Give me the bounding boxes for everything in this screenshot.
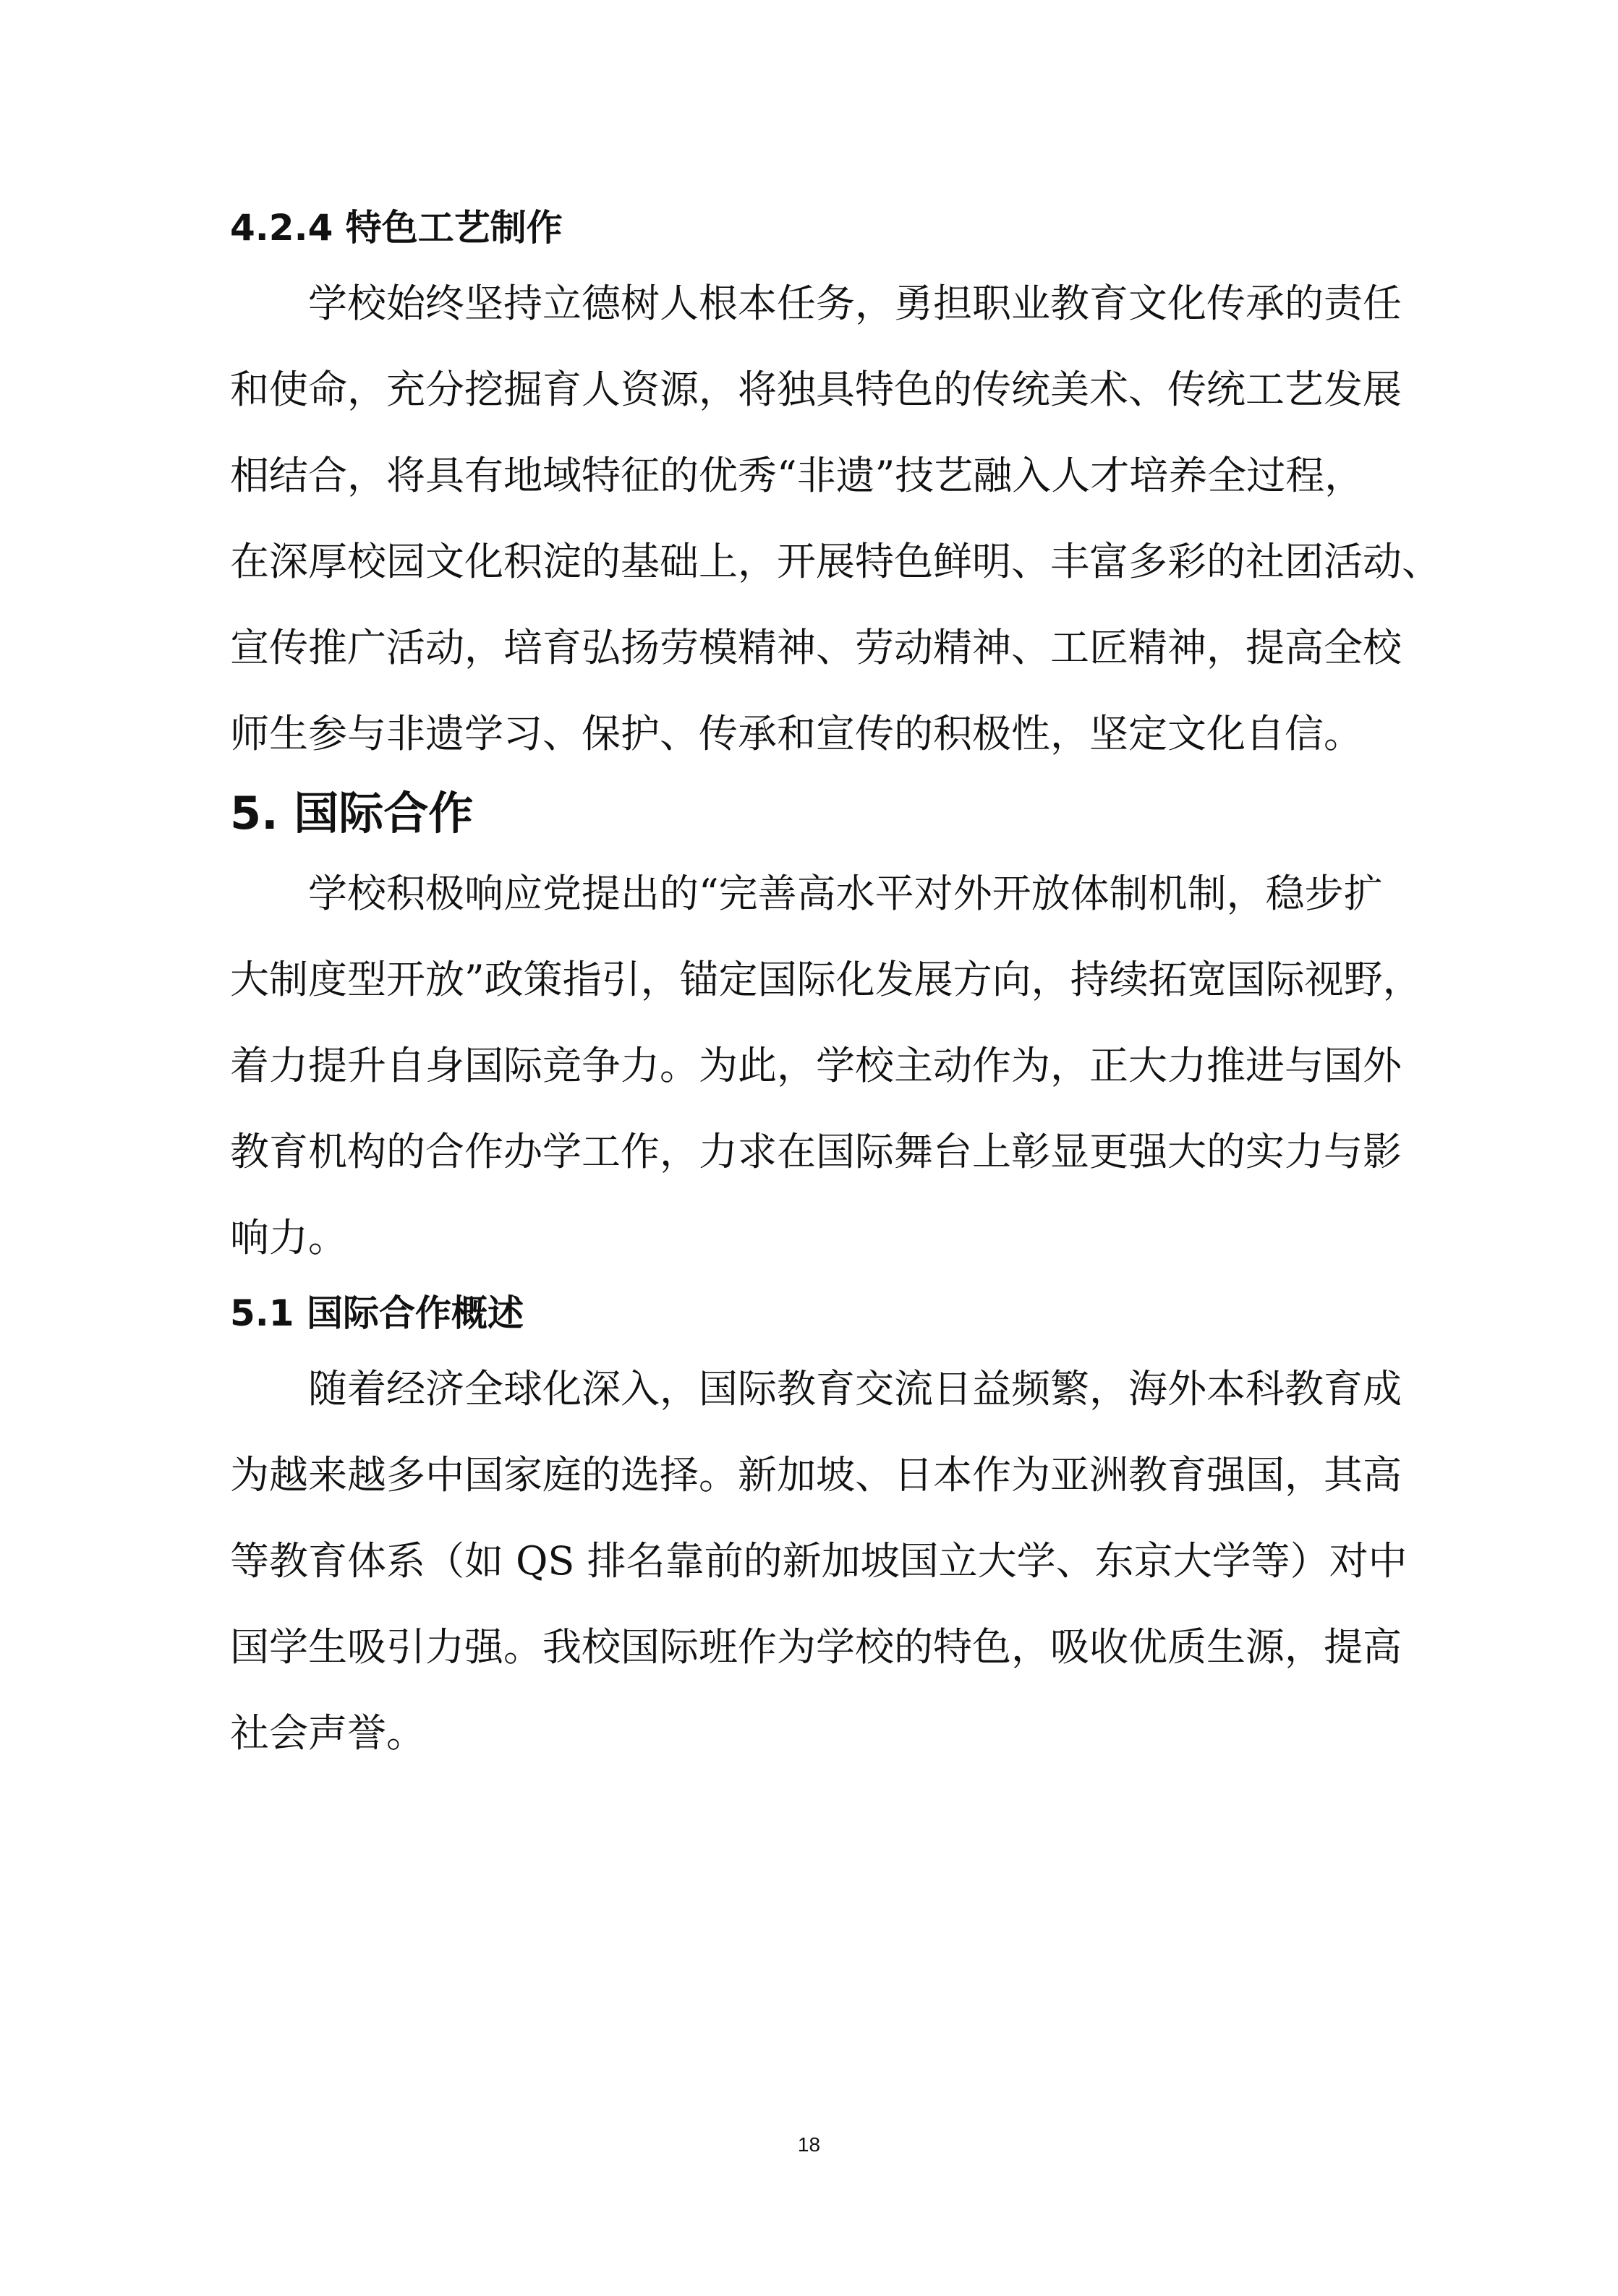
paragraph-line: 宣传推广活动，培育弘扬劳模精神、劳动精神、工匠精神，提高全校 — [230, 625, 1402, 670]
paragraph-line: 国学生吸引力强。我校国际班作为学校的特色，吸收优质生源，提高 — [230, 1624, 1402, 1670]
paragraph-line: 响力。 — [230, 1215, 347, 1260]
paragraph-line: 随着经济全球化深入，国际教育交流日益频繁，海外本科教育成 — [308, 1366, 1402, 1412]
paragraph-line: 社会声誉。 — [230, 1710, 425, 1756]
paragraph-line: 为越来越多中国家庭的选择。新加坡、日本作为亚洲教育强国，其高 — [230, 1452, 1402, 1498]
paragraph-line: 大制度型开放”政策指引，锚定国际化发展方向，持续拓宽国际视野， — [230, 957, 1422, 1002]
paragraph-line: 相结合，将具有地域特征的优秀“非遗”技艺融入人才培养全过程， — [230, 453, 1364, 498]
paragraph-line: 着力提升自身国际竞争力。为此，学校主动作为，正大力推进与国外 — [230, 1043, 1402, 1088]
section-5-1-paragraph — [230, 1346, 1408, 1776]
paragraph-line: 师生参与非遗学习、保护、传承和宣传的积极性，坚定文化自信。 — [230, 711, 1363, 756]
paragraph-line: 在深厚校园文化积淀的基础上，开展特色鲜明、丰富多彩的社团活动、 — [230, 539, 1441, 584]
section-4-2-4-paragraph — [230, 260, 1441, 777]
page-number: 18 — [797, 2133, 821, 2156]
section-5-1-heading: 5.1 国际合作概述 — [230, 1292, 524, 1334]
section-5-heading: 5. 国际合作 — [230, 787, 474, 840]
section-5-paragraph — [230, 850, 1422, 1281]
paragraph-line: 等教育体系（如 QS 排名靠前的新加坡国立大学、东京大学等）对中 — [230, 1538, 1408, 1584]
paragraph-line: 教育机构的合作办学工作，力求在国际舞台上彰显更强大的实力与影 — [230, 1129, 1402, 1174]
paragraph-line: 学校积极响应党提出的“完善高水平对外开放体制机制，稳步扩 — [308, 871, 1383, 916]
section-4-2-4-heading: 4.2.4 特色工艺制作 — [230, 207, 563, 249]
page-content — [230, 195, 1441, 1776]
paragraph-line: 学校始终坚持立德树人根本任务，勇担职业教育文化传承的责任 — [308, 281, 1402, 326]
paragraph-line: 和使命，充分挖掘育人资源，将独具特色的传统美术、传统工艺发展 — [230, 367, 1402, 412]
